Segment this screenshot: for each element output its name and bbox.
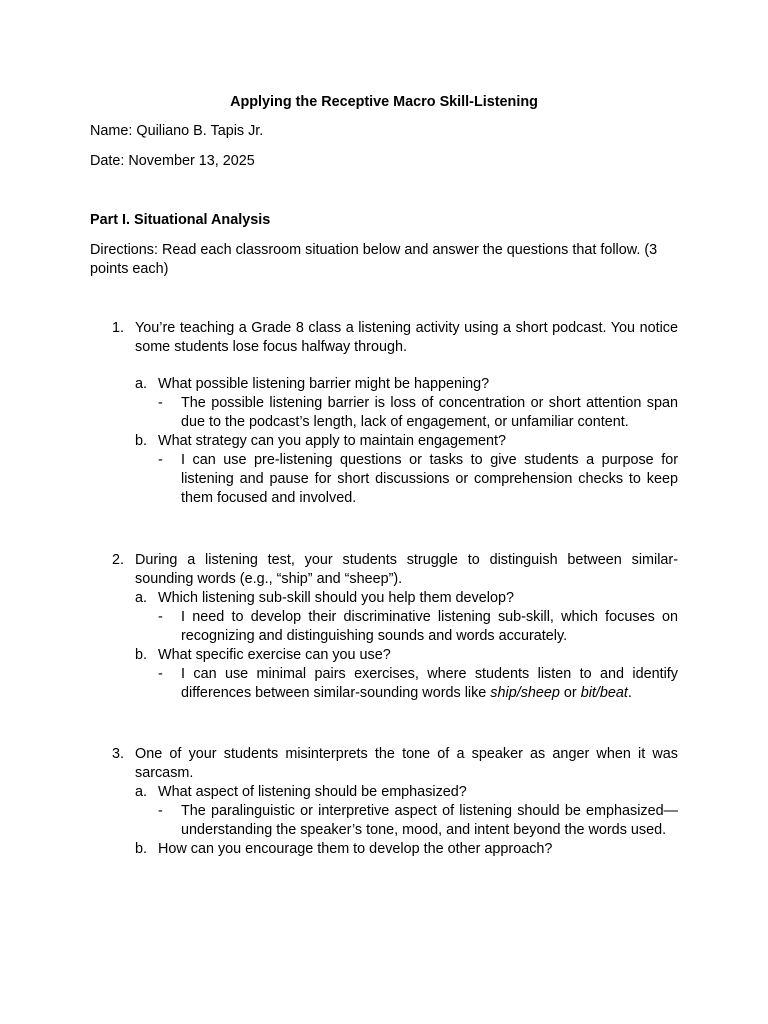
sub-question	[135, 783, 678, 802]
answer	[158, 394, 678, 432]
name-line: Name: Quiliano B. Tapis Jr.	[90, 123, 264, 139]
answer-dash: -	[158, 666, 163, 682]
answer-text-part: I can use minimal pairs exercises, where students listen to and identify differences between similar-sounding words like	[181, 666, 678, 701]
sub-question-text: What possible listening barrier might be happening?	[158, 376, 490, 392]
question-item	[90, 745, 678, 859]
answer-text: I can use pre-listening questions or tasks to give students a purpose for listening and pause for short discussions or comprehension checks to keep them focused and involved.	[181, 452, 678, 506]
answer	[158, 665, 678, 703]
answer-text-part: .	[627, 685, 632, 701]
answer-dash: -	[158, 395, 163, 411]
sub-question-letter: a.	[135, 590, 148, 606]
sub-question	[135, 432, 678, 451]
sub-question-text: What specific exercise can you use?	[158, 647, 391, 663]
answer	[158, 802, 678, 840]
document-title: Applying the Receptive Macro Skill-Listening	[230, 94, 538, 110]
sub-question-text: What aspect of listening should be emphasized?	[158, 784, 467, 800]
part-heading: Part I. Situational Analysis	[90, 212, 271, 228]
sub-question-letter: b.	[135, 433, 148, 449]
directions-text: Directions: Read each classroom situation below and answer the questions that follow. (3 points each)	[90, 242, 658, 277]
sub-question-text: Which listening sub-skill should you help them develop?	[158, 590, 514, 606]
question-number: 2.	[112, 552, 125, 568]
answer	[158, 608, 678, 646]
sub-question-letter: b.	[135, 841, 148, 857]
sub-question-letter: b.	[135, 647, 148, 663]
sub-question	[135, 840, 678, 859]
answer-text: The paralinguistic or interpretive aspect of listening should be emphasized—understanding the speaker’s tone, mood, and intent beyond the words used.	[181, 803, 678, 838]
question-text: During a listening test, your students struggle to distinguish between similar-sounding words (e.g., “ship” and “sheep”).	[135, 552, 678, 587]
answer-dash: -	[158, 803, 163, 819]
answer-text: I need to develop their discriminative listening sub-skill, which focuses on recognizing and distinguishing sounds and words accurately.	[181, 609, 678, 644]
answer-dash: -	[158, 609, 163, 625]
answer-example-italic: bit/beat	[580, 685, 628, 701]
date-line: Date: November 13, 2025	[90, 153, 255, 169]
question-item	[90, 319, 678, 508]
sub-question-letter: a.	[135, 376, 148, 392]
question-text: One of your students misinterprets the tone of a speaker as anger when it was sarcasm.	[135, 746, 678, 781]
answer-text-part: or	[559, 685, 581, 701]
answer-text: The possible listening barrier is loss of concentration or short attention span due to the podcast’s length, lack of engagement, or unfamiliar content.	[181, 395, 678, 430]
sub-question-text: What strategy can you apply to maintain engagement?	[158, 433, 506, 449]
sub-question	[135, 646, 678, 665]
question-item	[90, 551, 678, 703]
sub-question	[135, 589, 678, 608]
sub-question-letter: a.	[135, 784, 148, 800]
question-number: 3.	[112, 746, 125, 762]
answer-text	[181, 665, 678, 703]
answer-example-italic: ship/sheep	[490, 685, 560, 701]
sub-question	[135, 375, 678, 394]
answer-dash: -	[158, 452, 163, 468]
question-number: 1.	[112, 320, 125, 336]
answer	[158, 451, 678, 508]
question-text: You’re teaching a Grade 8 class a listening activity using a short podcast. You notice some students lose focus halfway through.	[135, 320, 678, 355]
sub-question-text: How can you encourage them to develop the other approach?	[158, 841, 553, 857]
